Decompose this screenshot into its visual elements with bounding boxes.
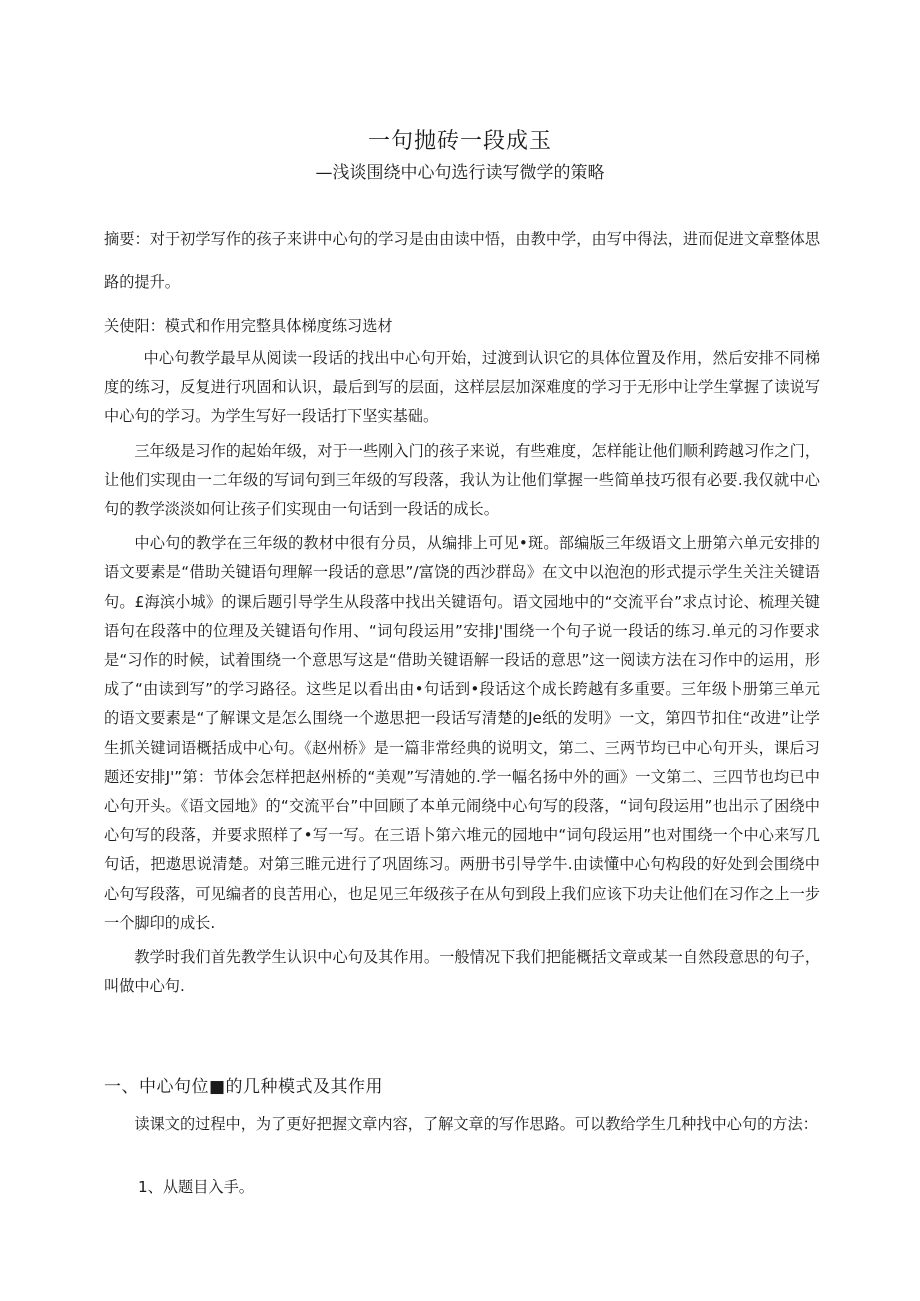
section-paragraph: 读课文的过程中，为了更好把握文章内容，了解文章的写作思路。可以教给学生几种找中心句的方法： bbox=[134, 1115, 818, 1133]
section-heading: 一、中心句位■的几种模式及其作用 bbox=[104, 1077, 384, 1097]
body-paragraphs bbox=[104, 344, 820, 1006]
keywords: 关使阳：模式和作用完整具体梯度练习选材 bbox=[104, 317, 393, 335]
paragraph: 中心句教学最早从阅读一段话的找出中心句开始，过渡到认识它的具体位置及作用，然后安排不同梯度的练习，反复进行巩固和认识，最后到写的层面，这样层层加深难度的学习于无形中让学生掌握了读说写中心句的学习。为学生写好一段话打下坚实基础。 bbox=[104, 349, 820, 426]
document-title: 一句抛砖一段成玉 bbox=[367, 129, 552, 154]
paragraph: 中心句的教学在三年级的教材中很有分员，从编排上可见•斑。部编版三年级语文上册第六单元安排的语文要素是“借助关键语句理解一段话的意思”/富饶的西沙群岛》在文中以泡泡的形式提示学生关注关键语句。£海滨小城》的课后题引导学生从段落中找出关键语句。语文园地中的“交流平台”求点讨论、梳理关键语句在段落中的位理及关键语句作用、“词句段运用”安排J'围绕一个句子说一段话的练习.单元的习作要求是“习作的时候，试着围绕一个意思写这是“借助关键语解一段话的意思”这一阅读方法在习作中的运用，形成了“由读到写”的学习路径。这些足以看出由•句话到•段话这个成长跨越有多重要。三年级卜册第三单元的语文要素是“了解课文是怎么围绕一个遨思把一段话写清楚的Je纸的发明》一文，第四节扣住“改进”让学生抓关键词语概括成中心句。《赵州桥》是一篇非常经典的说明文，第二、三两节均已中心句开头，课后习题还安排J'”第：节体会怎样把赵州桥的“美观”写清她的.学一幅名扬中外的画》一文第二、三四节也均已中心句开头。《语文园地》的“交流平台”中回顾了本单元闹绕中心句写的段落，“词句段运用”也出示了困绕中心句写的段落，并要求照样了•写一写。在三语卜第六堆元的园地中“词句段运用”也对围绕一个中心来写几句话，把遨思说清楚。对第三睢元进行了巩固练习。两册书引导学牛.由读懂中心句构段的好处到会围绕中心句写段落，可见编者的良苦用心，也足见三年级孩子在从句到段上我们应该下功夫让他们在习作之上一步一个脚印的成长. bbox=[104, 534, 820, 932]
paragraph: 教学时我们首先教学生认识中心句及其作用。一般情况下我们把能概括文章或某一自然段意思的句子，叫做中心句. bbox=[104, 948, 820, 996]
list-item: 1、从题目入手。 bbox=[138, 1178, 254, 1196]
document-subtitle: —浅谈围绕中心句选行读写微学的策略 bbox=[315, 163, 605, 183]
paragraph: 三年级是习作的起始年级，对于一些刚入门的孩子来说，有些难度，怎样能让他们顺利跨越习作之门，让他们实现由一二年级的写词句到三年级的写段落，我认为让他们掌握一些简单技巧很有必要.我仅就中心句的教学淡淡如何让孩子们实现由一句话到一段话的成长。 bbox=[104, 441, 820, 519]
abstract: 摘要：对于初学写作的孩子来讲中心句的学习是由由读中悟，由教中学，由写中得法，进而促进文章整体思路的提升。 bbox=[104, 230, 820, 291]
